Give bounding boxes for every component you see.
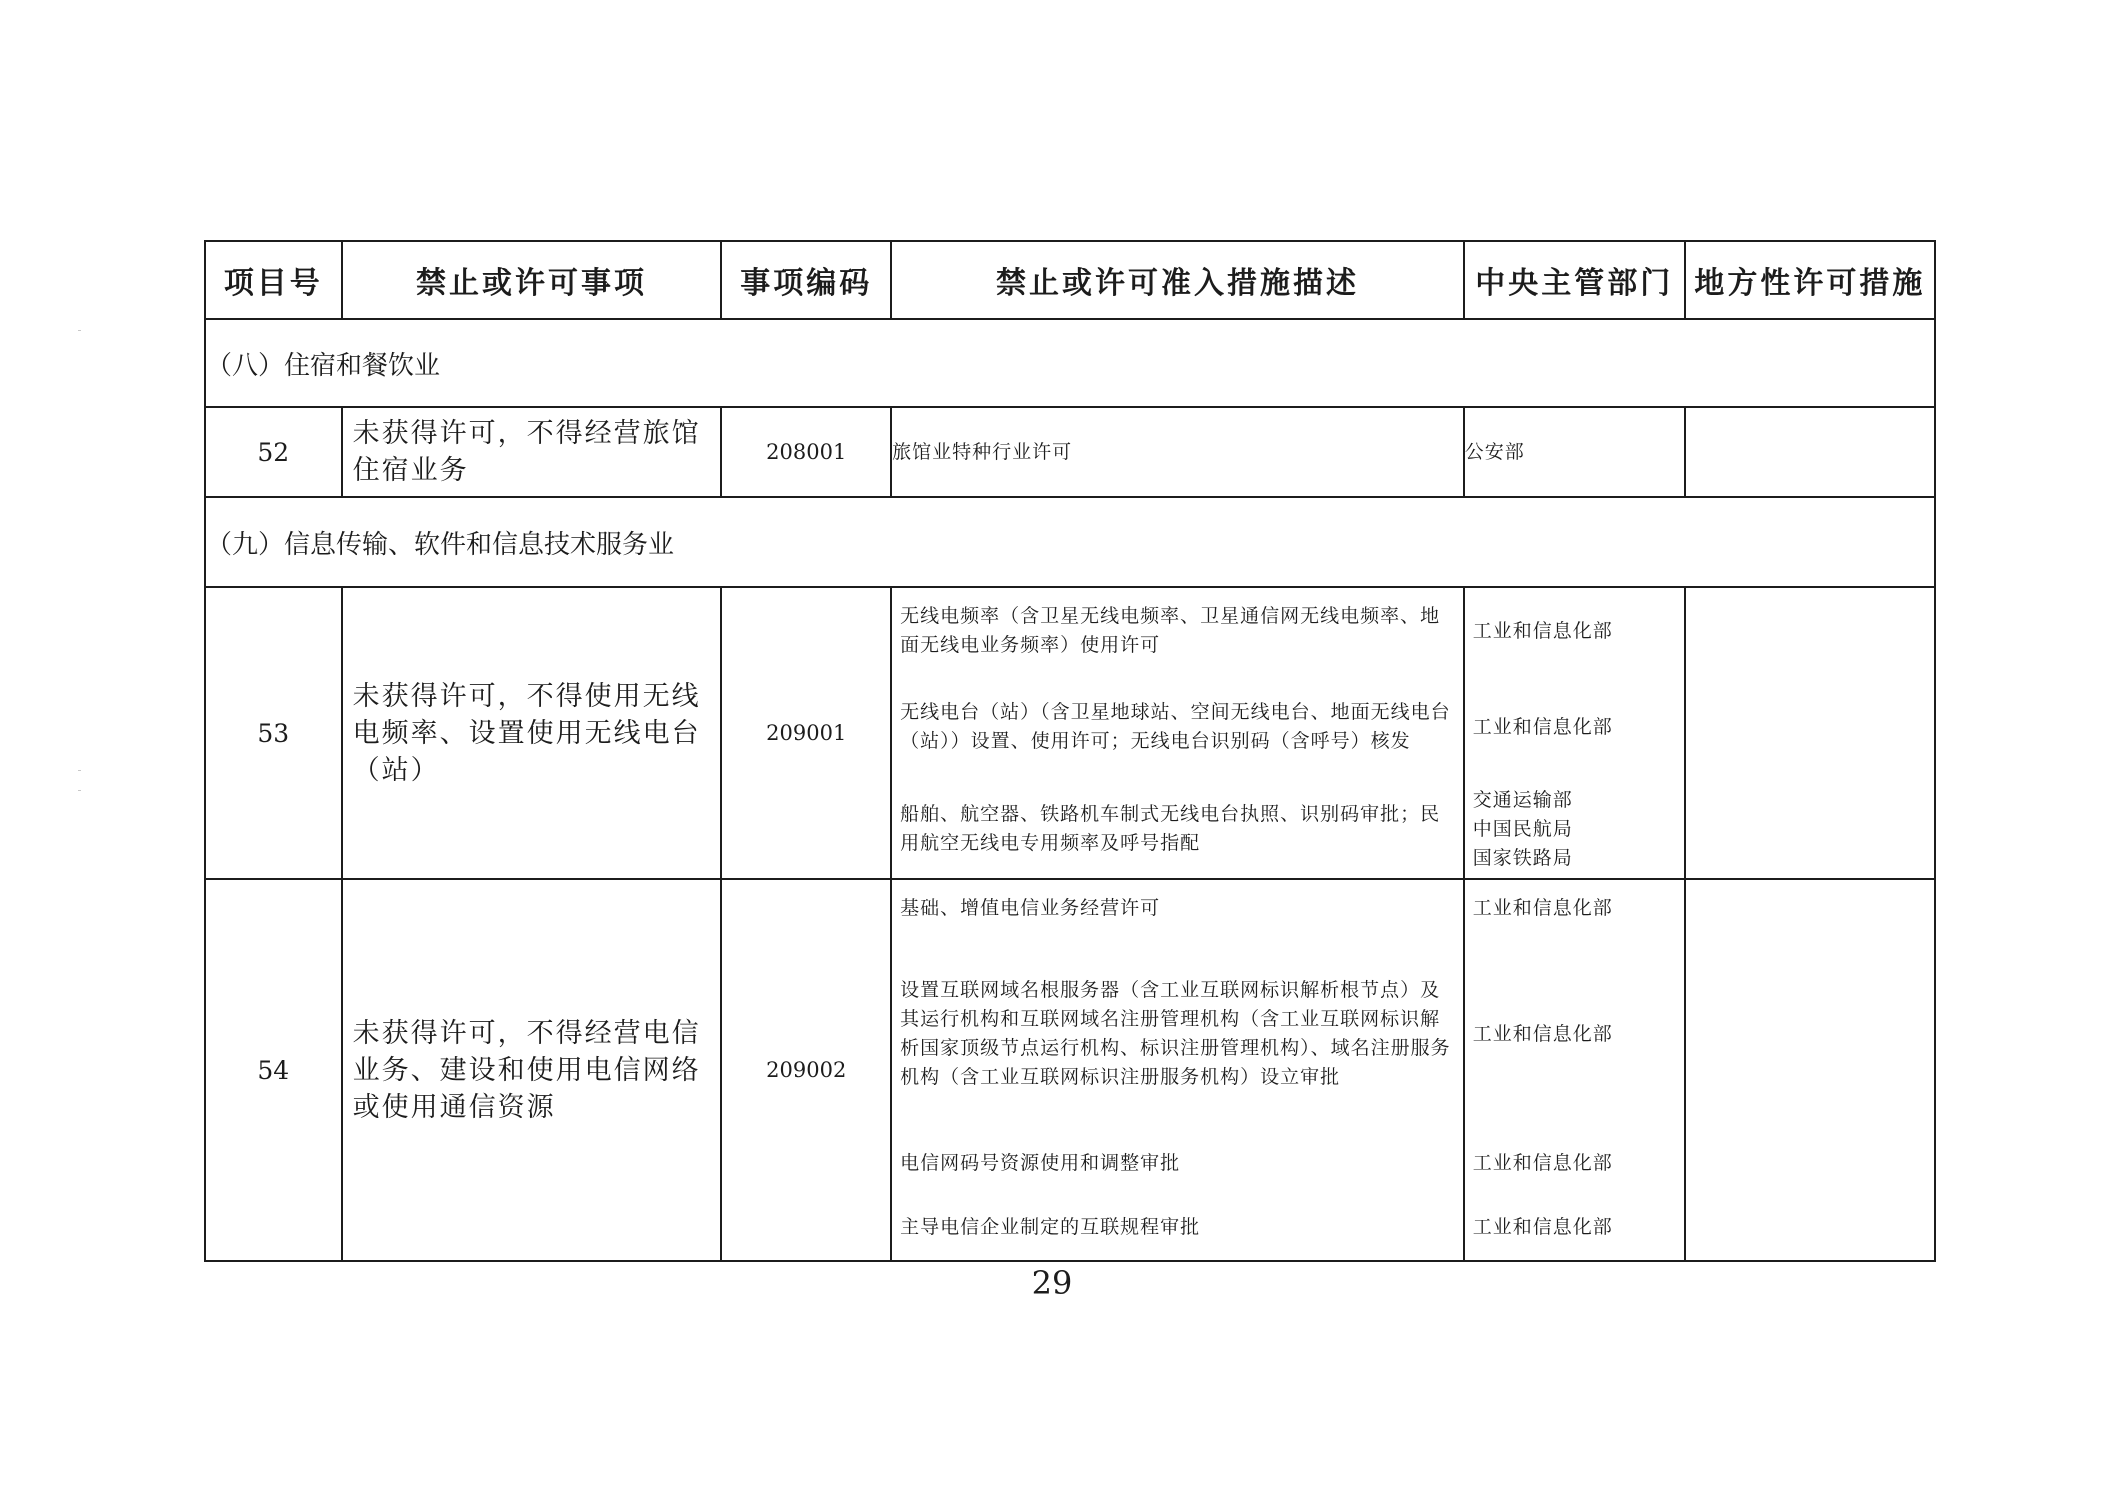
department-name: 工业和信息化部 <box>1472 715 1613 738</box>
central-department <box>1465 1132 1684 1194</box>
permit-table <box>204 240 1936 1262</box>
header-item: 禁止或许可事项 <box>342 241 722 319</box>
department-name: 中国民航局 <box>1472 817 1573 840</box>
measure-description: 旅馆业特种行业许可 <box>891 407 1464 497</box>
margin-mark <box>78 790 81 791</box>
measure-description: 主导电信企业制定的互联规程审批 <box>900 1215 1201 1238</box>
local-measures <box>1685 587 1935 879</box>
item-code: 209002 <box>721 879 891 1261</box>
section-title: （八）住宿和餐饮业 <box>205 319 1935 407</box>
item-code: 208001 <box>721 407 891 497</box>
table-row <box>205 407 1935 497</box>
header-central-department: 中央主管部门 <box>1464 241 1685 319</box>
measure-description: 基础、增值电信业务经营许可 <box>900 896 1161 919</box>
department-name: 工业和信息化部 <box>1472 1151 1613 1174</box>
local-measures <box>1685 879 1935 1261</box>
measure-description: 无线电频率（含卫星无线电频率、卫星通信网无线电频率、地面无线电业务频率）使用许可 <box>900 605 1441 656</box>
central-department <box>1465 588 1684 674</box>
department-name: 工业和信息化部 <box>1472 896 1613 919</box>
section-title: （九）信息传输、软件和信息技术服务业 <box>205 497 1935 587</box>
table-row <box>205 879 1935 1261</box>
header-local-measures: 地方性许可措施 <box>1685 241 1935 319</box>
central-department <box>1465 936 1684 1132</box>
department-name: 工业和信息化部 <box>1472 1215 1613 1238</box>
department-name: 交通运输部 <box>1472 788 1573 811</box>
project-number: 53 <box>205 587 342 879</box>
measure-description: 船舶、航空器、铁路机车制式无线电台执照、识别码审批；民用航空无线电专用频率及呼号指配 <box>900 803 1441 854</box>
measure-description-cell <box>891 587 1464 879</box>
header-description: 禁止或许可准入措施描述 <box>891 241 1464 319</box>
central-department <box>1465 880 1684 936</box>
local-measures <box>1685 407 1935 497</box>
table-row <box>205 587 1935 879</box>
measure-description-cell <box>891 879 1464 1261</box>
item-code: 209001 <box>721 587 891 879</box>
department-name: 国家铁路局 <box>1472 846 1573 869</box>
department-name: 工业和信息化部 <box>1472 619 1613 642</box>
central-department: 公安部 <box>1464 407 1685 497</box>
central-department <box>1465 674 1684 780</box>
department-name: 工业和信息化部 <box>1472 1022 1613 1045</box>
margin-mark <box>78 770 81 771</box>
item-text: 未获得许可，不得使用无线电频率、设置使用无线电台（站） <box>342 587 722 879</box>
central-department <box>1465 1194 1684 1260</box>
project-number: 54 <box>205 879 342 1261</box>
header-project-number: 项目号 <box>205 241 342 319</box>
margin-mark <box>78 330 81 331</box>
item-text: 未获得许可，不得经营旅馆住宿业务 <box>342 407 722 497</box>
central-department <box>1465 780 1684 878</box>
measure-description: 设置互联网域名根服务器（含工业互联网标识解析根节点）及其运行机构和互联网域名注册管理机构（含工业互联网标识解析国家顶级节点运行机构、标识注册管理机构）、域名注册服务机构（含工业互联网标识注册服务机构）设立审批 <box>900 979 1451 1088</box>
header-code: 事项编码 <box>721 241 891 319</box>
item-text: 未获得许可，不得经营电信业务、建设和使用电信网络或使用通信资源 <box>342 879 722 1261</box>
central-department-cell <box>1464 879 1685 1261</box>
measure-description: 无线电台（站）（含卫星地球站、空间无线电台、地面无线电台（站））设置、使用许可；无线电台识别码（含呼号）核发 <box>900 701 1451 752</box>
section-row-information <box>205 497 1935 587</box>
central-department-cell <box>1464 587 1685 879</box>
page-number: 29 <box>1031 1264 1073 1302</box>
measure-description: 电信网码号资源使用和调整审批 <box>900 1151 1181 1174</box>
project-number: 52 <box>205 407 342 497</box>
section-row-accommodation <box>205 319 1935 407</box>
table-header-row <box>205 241 1935 319</box>
